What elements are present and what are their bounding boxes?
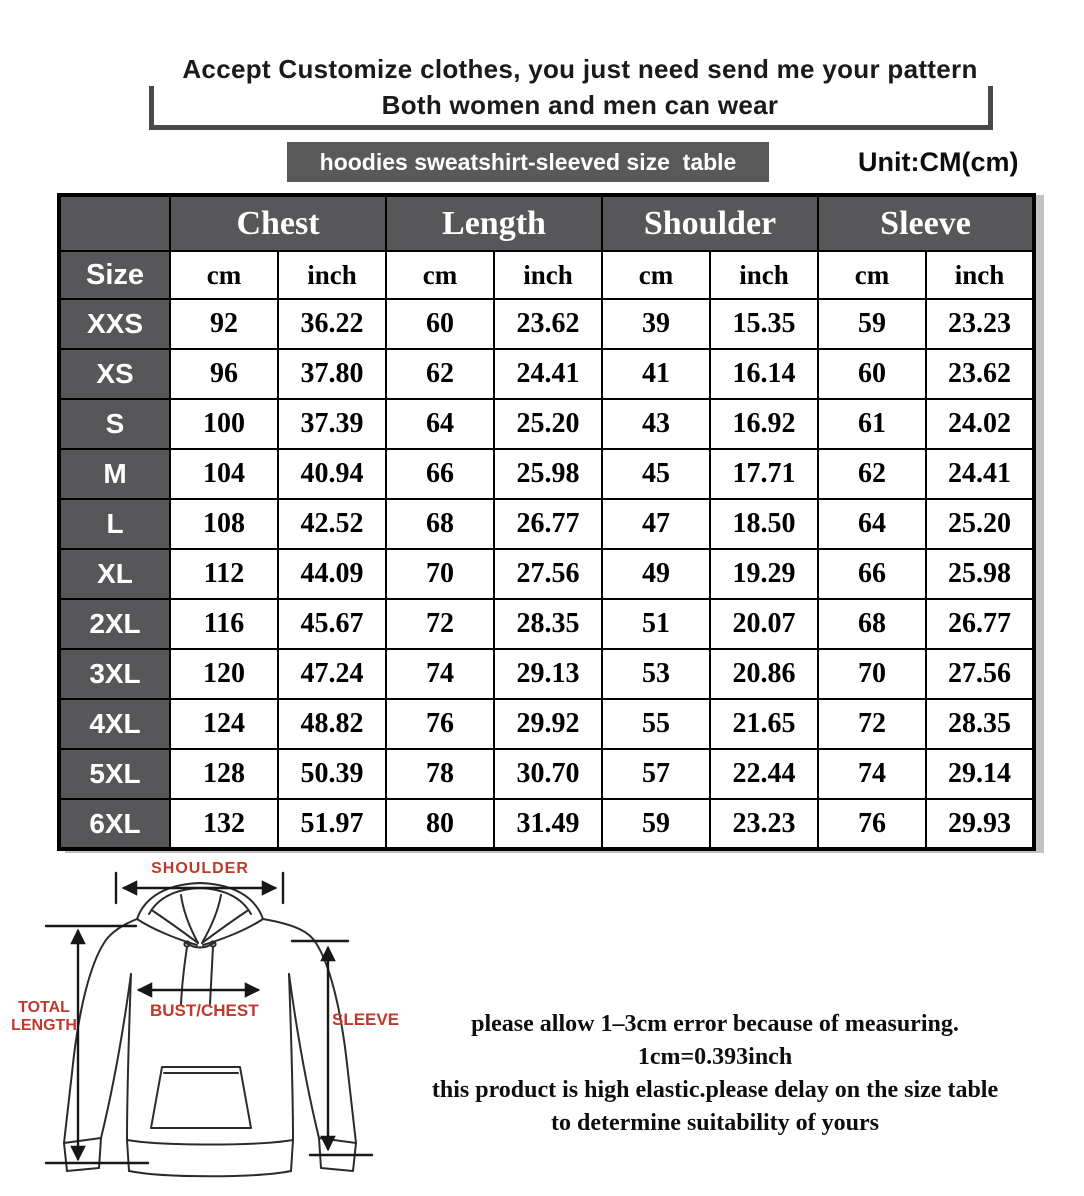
measurement-cell: 61 <box>818 399 926 449</box>
measurement-cell: 120 <box>170 649 278 699</box>
table-row <box>59 499 1034 549</box>
measurement-cell: 24.41 <box>926 449 1034 499</box>
measurement-cell: 25.98 <box>926 549 1034 599</box>
size-label: XS <box>59 349 170 399</box>
measurement-cell: 40.94 <box>278 449 386 499</box>
measurement-cell: 62 <box>386 349 494 399</box>
measurement-cell: 104 <box>170 449 278 499</box>
measurement-cell: 45.67 <box>278 599 386 649</box>
measurement-cell: 23.62 <box>494 299 602 349</box>
measurement-cell: 44.09 <box>278 549 386 599</box>
measurement-cell: 27.56 <box>494 549 602 599</box>
total-length-measure-label <box>6 999 82 1035</box>
measurement-cell: 96 <box>170 349 278 399</box>
size-column-header: Size <box>59 251 170 299</box>
measurement-cell: 23.23 <box>710 799 818 849</box>
corner-empty-cell <box>59 195 170 251</box>
measurement-cell: 59 <box>818 299 926 349</box>
measurement-cell: 20.86 <box>710 649 818 699</box>
measurement-cell: 72 <box>386 599 494 649</box>
measurement-cell: 78 <box>386 749 494 799</box>
measurement-cell: 92 <box>170 299 278 349</box>
measurement-cell: 27.56 <box>926 649 1034 699</box>
measurement-cell: 66 <box>818 549 926 599</box>
measurement-cell: 16.92 <box>710 399 818 449</box>
measurement-cell: 50.39 <box>278 749 386 799</box>
measurement-cell: 29.14 <box>926 749 1034 799</box>
measurement-cell: 26.77 <box>926 599 1034 649</box>
measurement-cell: 28.35 <box>926 699 1034 749</box>
measurement-cell: 47 <box>602 499 710 549</box>
measurement-cell: 76 <box>818 799 926 849</box>
measurement-cell: 64 <box>386 399 494 449</box>
measurement-cell: 68 <box>818 599 926 649</box>
group-header-sleeve: Sleeve <box>818 195 1034 251</box>
subheader-cm: cm <box>386 251 494 299</box>
subheader-inch: inch <box>494 251 602 299</box>
measurement-cell: 128 <box>170 749 278 799</box>
measurement-cell: 17.71 <box>710 449 818 499</box>
group-header-length: Length <box>386 195 602 251</box>
table-row <box>59 699 1034 749</box>
measurement-cell: 64 <box>818 499 926 549</box>
table-subheader-row <box>59 251 1034 299</box>
header-line-2: Both women and men can wear <box>381 90 779 120</box>
group-header-chest: Chest <box>170 195 386 251</box>
table-row <box>59 799 1034 849</box>
measurement-cell: 29.93 <box>926 799 1034 849</box>
group-header-shoulder: Shoulder <box>602 195 818 251</box>
subheader-cm: cm <box>818 251 926 299</box>
note-line-1: please allow 1–3cm error because of measuring. <box>471 1011 959 1037</box>
measurement-cell: 47.24 <box>278 649 386 699</box>
note-line-2: 1cm=0.393inch <box>637 1044 793 1070</box>
measurement-cell: 62 <box>818 449 926 499</box>
header-line-1: Accept Customize clothes, you just need send me your pattern <box>182 54 978 84</box>
measurement-cell: 25.98 <box>494 449 602 499</box>
measurement-cell: 16.14 <box>710 349 818 399</box>
note-line-4: to determine suitability of yours <box>551 1110 879 1136</box>
measurement-cell: 21.65 <box>710 699 818 749</box>
size-label: L <box>59 499 170 549</box>
subheader-inch: inch <box>710 251 818 299</box>
measurement-cell: 132 <box>170 799 278 849</box>
measurement-cell: 124 <box>170 699 278 749</box>
measurement-cell: 59 <box>602 799 710 849</box>
measurement-cell: 42.52 <box>278 499 386 549</box>
measurement-cell: 55 <box>602 699 710 749</box>
shoulder-measure-label: SHOULDER <box>151 860 249 877</box>
measurement-cell: 70 <box>818 649 926 699</box>
measurement-cell: 26.77 <box>494 499 602 549</box>
size-table <box>57 193 1036 851</box>
measurement-cell: 57 <box>602 749 710 799</box>
measurement-cell: 37.39 <box>278 399 386 449</box>
size-label: 5XL <box>59 749 170 799</box>
table-group-header-row <box>59 195 1034 251</box>
bust-chest-measure-label: BUST/CHEST <box>150 1001 259 1020</box>
measurement-cell: 30.70 <box>494 749 602 799</box>
subheader-cm: cm <box>602 251 710 299</box>
size-label: 3XL <box>59 649 170 699</box>
note-line-3: this product is high elastic.please delay on the size table <box>431 1077 999 1103</box>
measurement-cell: 28.35 <box>494 599 602 649</box>
measurement-cell: 20.07 <box>710 599 818 649</box>
measurement-cell: 22.44 <box>710 749 818 799</box>
total-length-line2: LENGTH <box>11 1017 77 1034</box>
measurement-cell: 49 <box>602 549 710 599</box>
measurement-cell: 29.13 <box>494 649 602 699</box>
size-label: 2XL <box>59 599 170 649</box>
measurement-cell: 19.29 <box>710 549 818 599</box>
measurement-cell: 25.20 <box>494 399 602 449</box>
size-table-body <box>59 299 1034 849</box>
measurement-cell: 39 <box>602 299 710 349</box>
table-row <box>59 599 1034 649</box>
measurement-cell: 24.02 <box>926 399 1034 449</box>
measurement-cell: 74 <box>386 649 494 699</box>
measurement-cell: 25.20 <box>926 499 1034 549</box>
size-label: 6XL <box>59 799 170 849</box>
table-row <box>59 349 1034 399</box>
measurement-cell: 100 <box>170 399 278 449</box>
measurement-cell: 24.41 <box>494 349 602 399</box>
subheader-inch: inch <box>926 251 1034 299</box>
measurement-cell: 60 <box>386 299 494 349</box>
measurement-cell: 72 <box>818 699 926 749</box>
size-label: XXS <box>59 299 170 349</box>
measurement-cell: 43 <box>602 399 710 449</box>
measurement-cell: 18.50 <box>710 499 818 549</box>
measurement-cell: 31.49 <box>494 799 602 849</box>
measurement-cell: 108 <box>170 499 278 549</box>
measurement-cell: 51.97 <box>278 799 386 849</box>
measurement-cell: 15.35 <box>710 299 818 349</box>
measurement-cell: 37.80 <box>278 349 386 399</box>
table-row <box>59 649 1034 699</box>
measurement-cell: 23.23 <box>926 299 1034 349</box>
measurement-cell: 36.22 <box>278 299 386 349</box>
measurement-cell: 112 <box>170 549 278 599</box>
measurement-cell: 23.62 <box>926 349 1034 399</box>
measurement-cell: 48.82 <box>278 699 386 749</box>
measurement-cell: 45 <box>602 449 710 499</box>
measurement-cell: 60 <box>818 349 926 399</box>
table-row <box>59 449 1034 499</box>
table-title-bar: hoodies sweatshirt-sleeved size table <box>287 142 769 182</box>
measurement-cell: 74 <box>818 749 926 799</box>
measurement-cell: 51 <box>602 599 710 649</box>
size-label: S <box>59 399 170 449</box>
sleeve-measure-label: SLEEVE <box>332 1010 400 1029</box>
table-row <box>59 299 1034 349</box>
subheader-cm: cm <box>170 251 278 299</box>
measurement-cell: 76 <box>386 699 494 749</box>
measurement-cell: 53 <box>602 649 710 699</box>
subheader-inch: inch <box>278 251 386 299</box>
table-row <box>59 549 1034 599</box>
measurement-cell: 80 <box>386 799 494 849</box>
measurement-cell: 29.92 <box>494 699 602 749</box>
size-label: 4XL <box>59 699 170 749</box>
measurement-cell: 41 <box>602 349 710 399</box>
table-row <box>59 749 1034 799</box>
measurement-cell: 66 <box>386 449 494 499</box>
unit-label: Unit:CM(cm) <box>858 147 1019 177</box>
size-label: XL <box>59 549 170 599</box>
measuring-notes <box>385 1008 1045 1140</box>
total-length-line1: TOTAL <box>18 999 70 1016</box>
table-row <box>59 399 1034 449</box>
measurement-cell: 116 <box>170 599 278 649</box>
measurement-cell: 70 <box>386 549 494 599</box>
size-label: M <box>59 449 170 499</box>
measurement-cell: 68 <box>386 499 494 549</box>
